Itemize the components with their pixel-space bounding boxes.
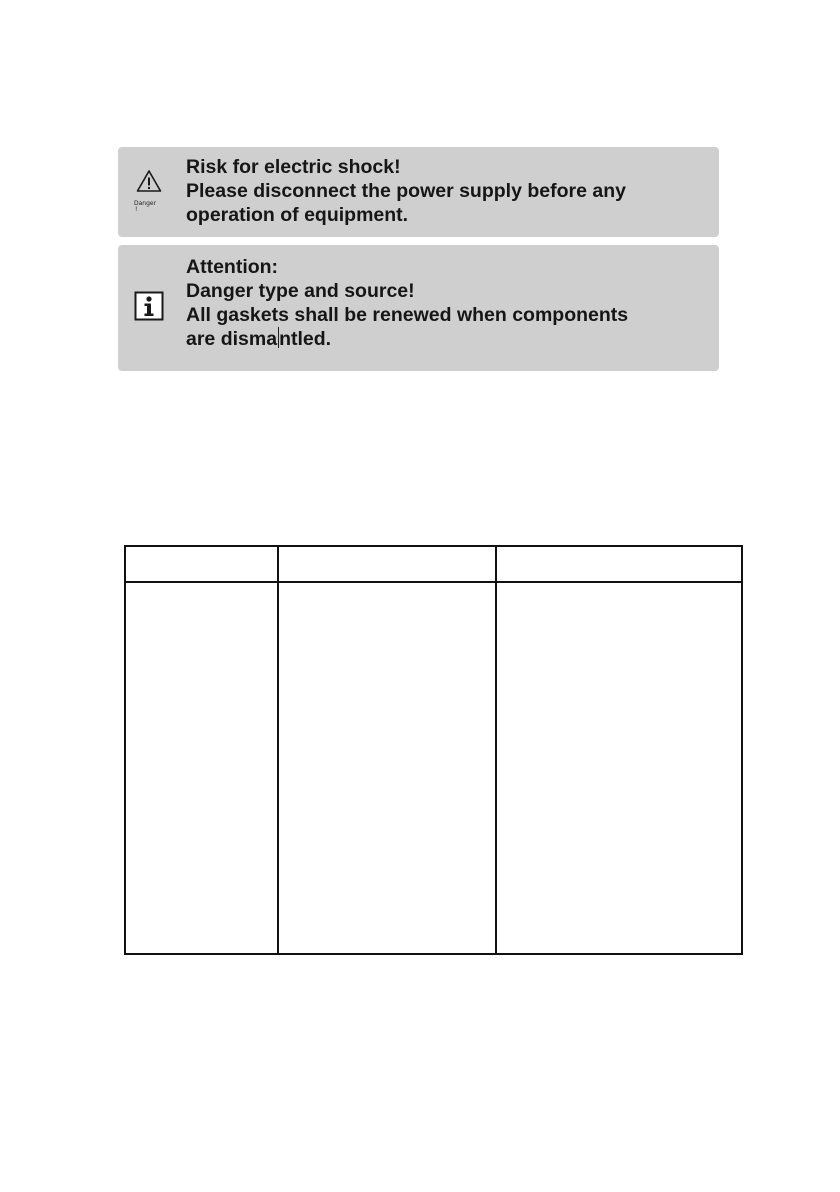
table-header-cell — [125, 546, 278, 582]
attention-line-part: ntled. — [279, 328, 332, 350]
table-header-row — [125, 546, 742, 582]
danger-caption: Danger — [134, 200, 157, 207]
danger-line: Risk for electric shock! — [186, 156, 401, 178]
danger-icon-group — [132, 169, 166, 213]
attention-line: Attention: — [186, 256, 279, 278]
table-header-cell — [496, 546, 742, 582]
attention-line: Danger type and source! — [186, 280, 415, 302]
table-row — [125, 582, 742, 954]
danger-line: Please disconnect the power supply before any — [186, 180, 626, 202]
table-cell — [278, 582, 496, 954]
attention-line-part: are disma — [186, 328, 278, 350]
warning-triangle-icon — [136, 169, 162, 193]
table-header-cell — [278, 546, 496, 582]
attention-notice-text — [186, 255, 711, 351]
table-cell — [125, 582, 278, 954]
danger-line: operation of equipment. — [186, 204, 409, 226]
info-icon-group — [132, 291, 166, 326]
empty-table — [124, 545, 743, 955]
table-cell — [496, 582, 742, 954]
info-icon — [134, 291, 164, 321]
danger-notice — [118, 147, 719, 237]
attention-notice — [118, 245, 719, 371]
danger-notice-text — [186, 155, 711, 227]
attention-line: All gaskets shall be renewed when components — [186, 304, 629, 326]
danger-caption-mark: ! — [135, 206, 138, 213]
attention-line-last — [186, 327, 711, 351]
